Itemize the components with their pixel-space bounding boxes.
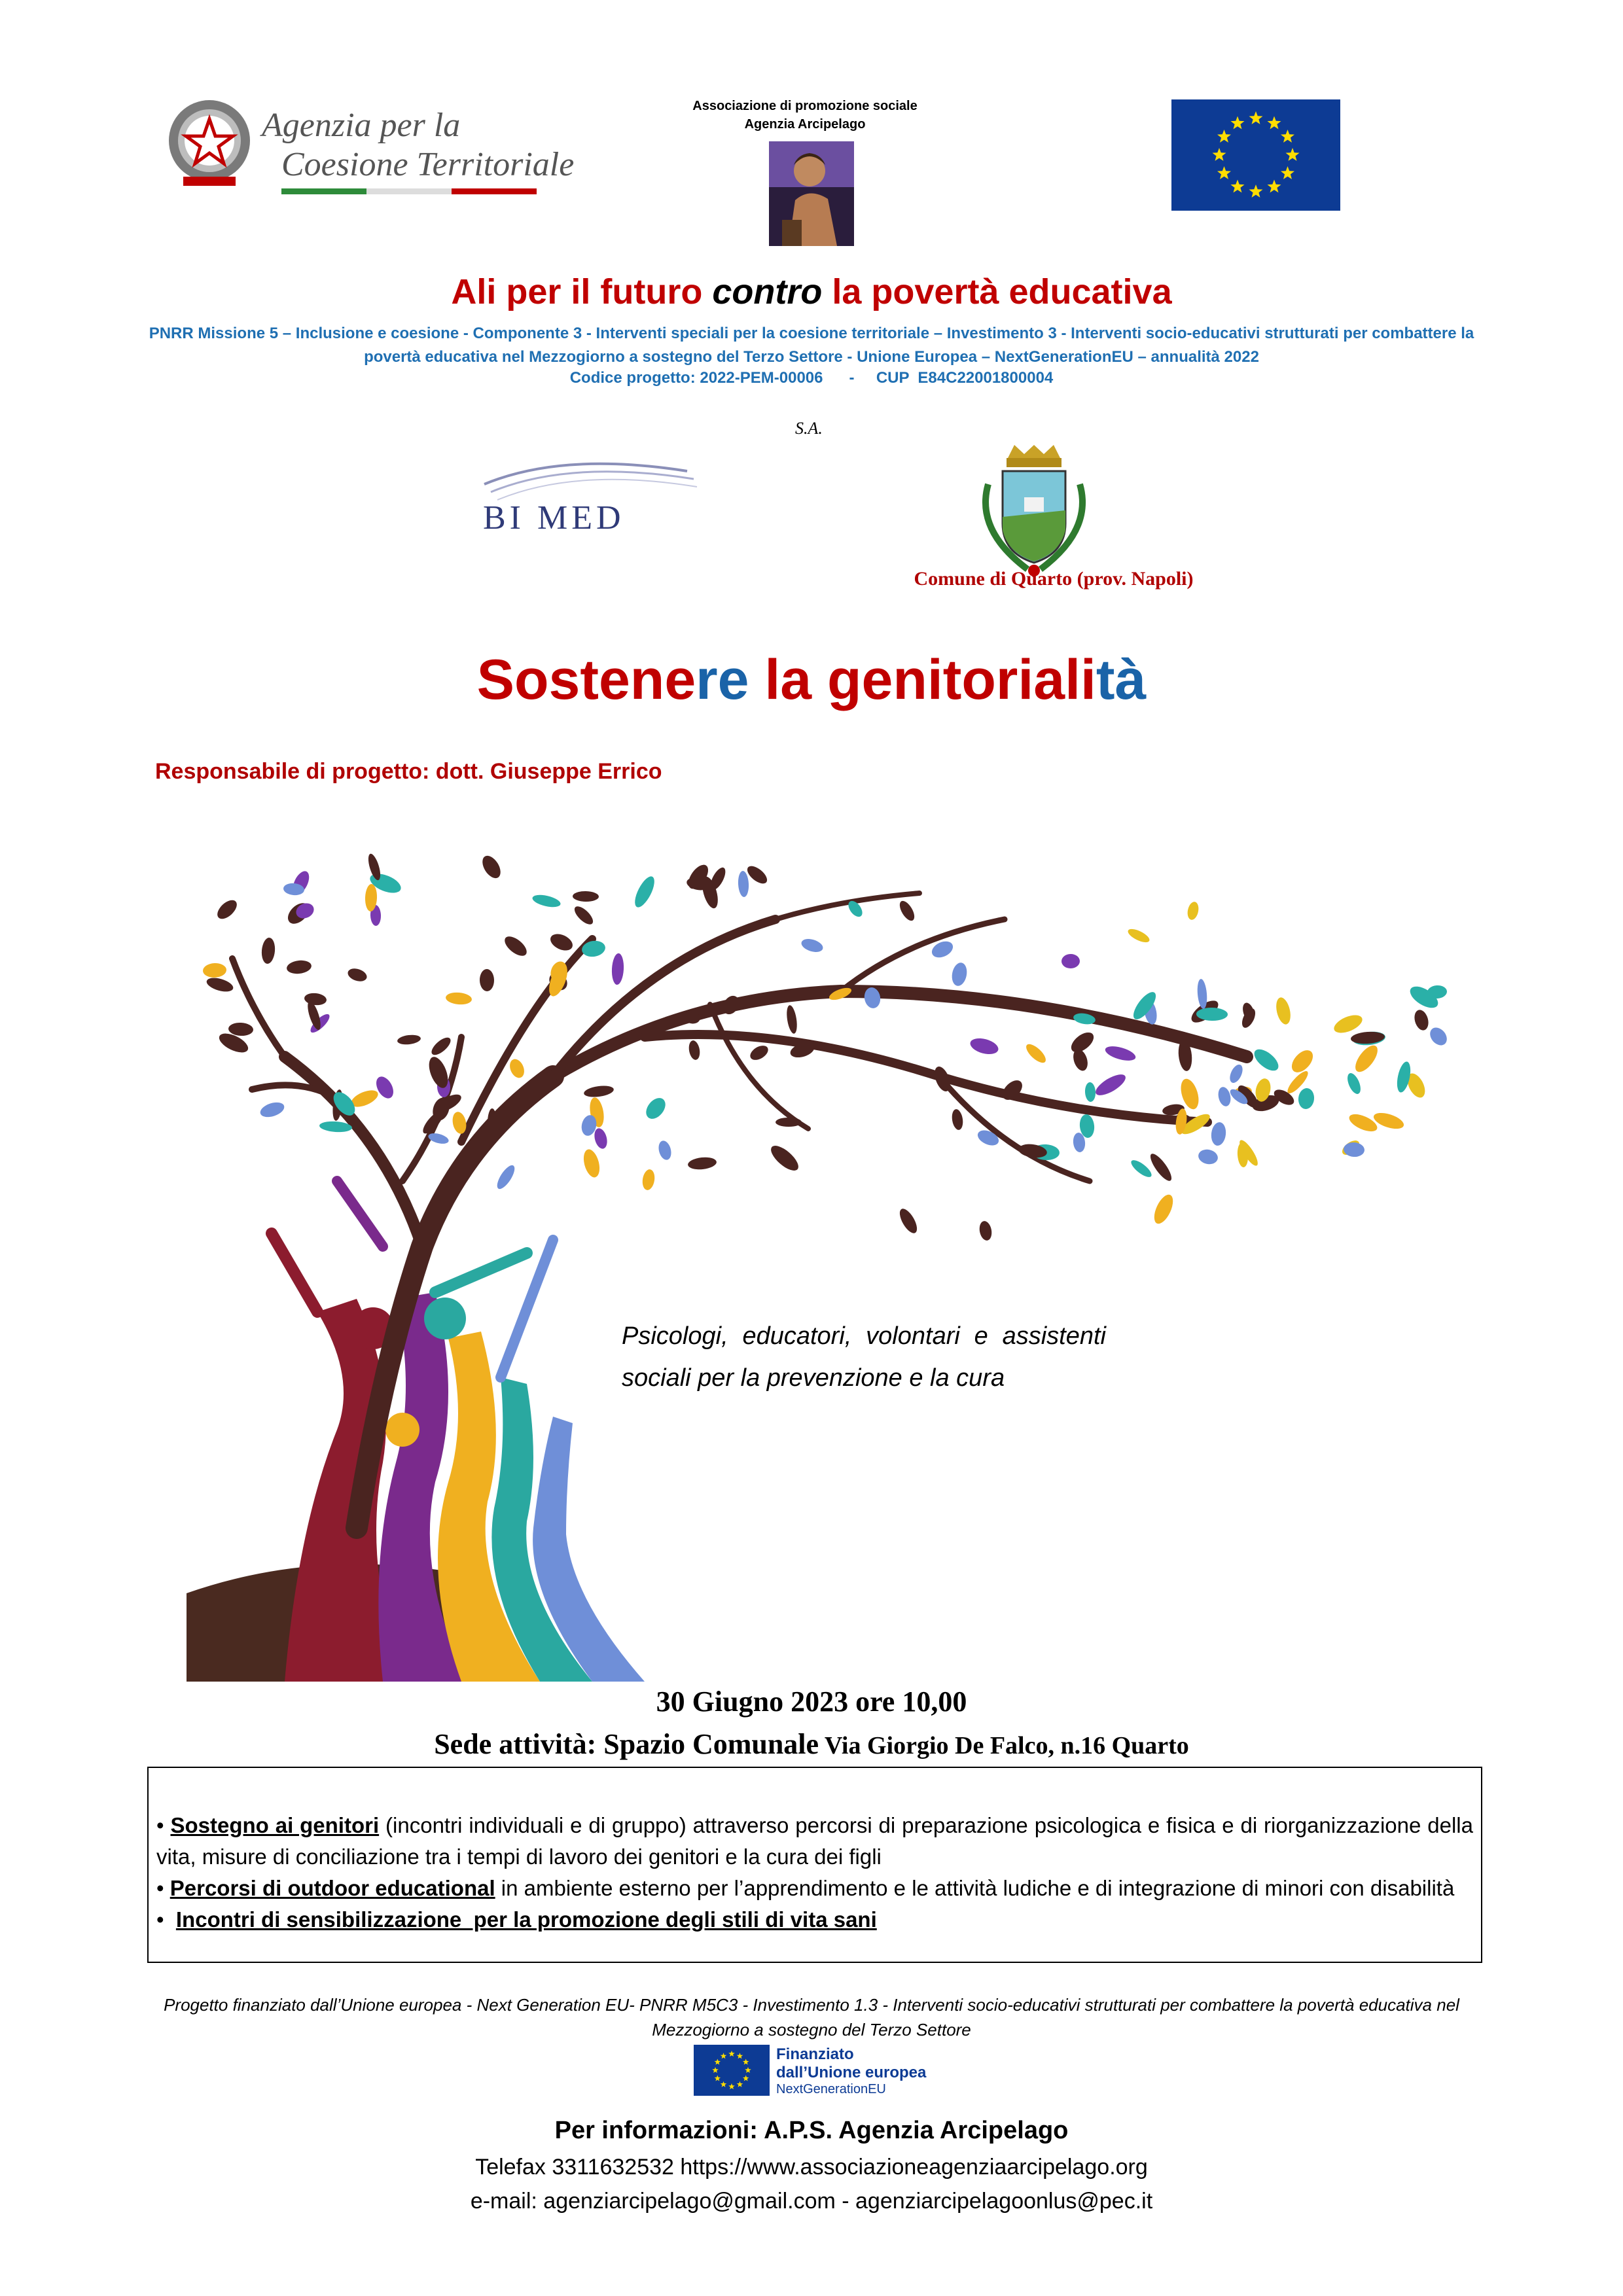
eu-star-icon: [1213, 148, 1226, 161]
event-location-label: Sede attività: Spazio Comunale: [434, 1728, 819, 1760]
leaf-icon: [1084, 1082, 1096, 1103]
association-name: Agenzia Arcipelago: [744, 117, 866, 132]
leaf-icon: [1024, 1041, 1049, 1066]
leaf-icon: [214, 896, 240, 922]
bullet: •: [156, 1876, 170, 1900]
leaf-icon: [611, 953, 624, 985]
project-manager: Responsabile di progetto: dott. Giuseppe Errico: [155, 759, 662, 784]
leaf-icon: [573, 891, 599, 902]
leaf-icon: [1061, 954, 1080, 968]
leaf-icon: [1345, 1071, 1363, 1096]
activity-title: Sostegno ai genitori: [170, 1813, 380, 1837]
leaf-icon: [228, 1022, 254, 1036]
leaf-icon: [548, 930, 575, 953]
agency-logo-text-1: Agenzia per la: [262, 107, 461, 144]
leaf-icon: [286, 959, 312, 975]
leaf-icon: [767, 1142, 802, 1175]
association-portrait-logo: [769, 141, 854, 246]
subtitle-part-a: Sostene: [476, 648, 696, 711]
leaf-icon: [1288, 1046, 1317, 1076]
eu-star-icon: [1231, 116, 1245, 130]
leaf-icon: [1297, 1087, 1315, 1110]
bimed-logo-text: BI MED: [483, 499, 625, 537]
activity-item: [156, 1873, 1473, 1904]
activities-box: [147, 1767, 1482, 1963]
leaf-icon: [1129, 1157, 1154, 1180]
leaf-icon: [950, 961, 969, 987]
leaf-icon: [1103, 1044, 1137, 1064]
main-title-part1: Ali per il futuro: [451, 272, 713, 311]
info-email[interactable]: e-mail: agenziarcipelago@gmail.com - agenziarcipelagoonlus@pec.it: [470, 2189, 1153, 2214]
activity-item: [156, 1810, 1473, 1873]
leaf-icon: [1347, 1111, 1380, 1135]
eu-star-icon: [1217, 166, 1231, 179]
leaf-icon: [445, 991, 472, 1005]
subtitle-part-b: re: [696, 648, 749, 711]
eu-star-icon: [1217, 130, 1231, 143]
leaf-icon: [656, 1139, 673, 1161]
leaf-icon: [304, 992, 327, 1006]
activity-title: Incontri di sensibilizzazione per la promozione degli stili di vita sani: [175, 1907, 877, 1932]
leaf-icon: [1412, 1008, 1431, 1032]
leaf-icon: [1147, 1151, 1175, 1184]
leaf-icon: [259, 1100, 286, 1120]
leaf-icon: [429, 1034, 454, 1058]
leaf-icon: [1240, 1006, 1258, 1030]
leaf-icon: [260, 937, 276, 964]
leaf-icon: [480, 969, 495, 991]
leaf-icon: [488, 1108, 497, 1137]
association-type: Associazione di promozione sociale: [692, 99, 918, 113]
leaf-icon: [969, 1036, 1000, 1057]
leaf-icon: [202, 963, 226, 978]
eu-funded-line1: Finanziato: [776, 2045, 854, 2063]
leaf-icon: [581, 1148, 603, 1179]
leaf-icon: [346, 966, 368, 983]
eu-star-icon: [1268, 180, 1281, 193]
eu-flag-logo: [1171, 99, 1340, 211]
association-header: [654, 97, 955, 133]
leaf-icon: [1197, 1148, 1219, 1166]
leaf-icon: [507, 1057, 527, 1080]
main-title-part3: la povertà educativa: [822, 272, 1172, 311]
eu-funded-badge: [694, 2045, 955, 2100]
tree-illustration: [187, 841, 1450, 1682]
leaf-icon: [531, 892, 562, 909]
leaf-icon: [785, 1004, 799, 1034]
leaf-icon: [1351, 1042, 1382, 1076]
leaf-icon: [1251, 1046, 1282, 1075]
leaf-icon: [205, 976, 234, 995]
eu-star-icon: [1281, 130, 1294, 143]
info-title: Per informazioni: A.P.S. Agenzia Arcipelago: [554, 2117, 1069, 2144]
leaf-icon: [1217, 1086, 1232, 1107]
leaf-icon: [1186, 901, 1200, 921]
leaf-icon: [501, 933, 530, 960]
event-date: 30 Giugno 2023 ore 10,00: [656, 1686, 967, 1718]
leaf-icon: [1427, 1024, 1450, 1048]
leaf-icon: [776, 1118, 802, 1127]
eu-funded-line3: NextGenerationEU: [776, 2082, 886, 2096]
tree-caption: Psicologi, educatori, volontari e assistenti sociali per la prevenzione e la cura: [622, 1322, 1106, 1392]
leaf-icon: [583, 1084, 615, 1099]
leaf-icon: [592, 1127, 609, 1150]
subtitle-part-c: la genitoriali: [749, 648, 1096, 711]
bullet: •: [156, 1907, 176, 1932]
leaf-icon: [571, 904, 596, 928]
leaf-icon: [978, 1220, 993, 1242]
eu-star-icon: [1249, 185, 1263, 198]
leaf-icon: [897, 1206, 921, 1235]
pnrr-description: PNRR Missione 5 – Inclusione e coesione - Componente 3 - Interventi speciali per la coesione territoriale – Investimento 3 - Interventi socio-educativi strutturati per combattere la povertà educativa nel Mezzogiorno a sostegno del Terzo Settore - Unione Europea – NextGenerationEU – annualità 2022: [149, 325, 1474, 366]
eu-star-icon: [1231, 180, 1245, 193]
event-location-address: Via Giorgio De Falco, n.16 Quarto: [819, 1732, 1189, 1759]
bimed-logo: [471, 445, 707, 537]
sa-label: S.A.: [795, 419, 823, 438]
main-title-contro: contro: [712, 272, 823, 311]
bullet: •: [156, 1813, 171, 1837]
leaf-icon: [494, 1163, 518, 1192]
leaf-icon: [897, 898, 917, 923]
funding-note: Progetto finanziato dall’Unione europea - Next Generation EU- PNRR M5C3 - Investimento 1.3 - Interventi socio-educativi strutturati per combattere la povertà educativa nel Mezzogiorno a sostegno del Terzo Settore: [164, 1995, 1459, 2040]
eu-star-icon: [1249, 111, 1263, 124]
subtitle: [0, 648, 1623, 713]
leaf-icon: [1150, 1192, 1177, 1227]
subtitle-part-d: tà: [1096, 648, 1147, 711]
event-location: [0, 1727, 1623, 1761]
comune-label: Comune di Quarto (prov. Napoli): [914, 568, 1194, 590]
leaf-icon: [687, 1156, 717, 1171]
leaf-icon: [641, 1169, 656, 1191]
leaf-icon: [1126, 927, 1151, 945]
leaf-icon: [1210, 1122, 1227, 1146]
agency-cohesion-logo: [164, 92, 575, 209]
leaf-icon: [1093, 1070, 1129, 1099]
leaf-icon: [738, 871, 749, 898]
eu-star-icon: [1286, 148, 1300, 161]
agency-logo-text-2: Coesione Territoriale: [281, 146, 575, 183]
leaf-icon: [1274, 996, 1293, 1025]
quarto-coat-of-arms: [962, 445, 1106, 579]
eu-funded-line2: dall’Unione europea: [776, 2064, 927, 2081]
leaf-icon: [1332, 1012, 1365, 1036]
activity-item: [156, 1904, 1473, 1935]
leaf-icon: [1227, 1063, 1245, 1085]
leaf-icon: [800, 936, 825, 954]
leaf-icon: [397, 1034, 421, 1046]
project-code: Codice progetto: 2022-PEM-00006 - CUP E84C22001800004: [569, 369, 1054, 387]
leaf-icon: [631, 874, 658, 910]
activity-title: Percorsi di outdoor educational: [169, 1876, 495, 1900]
activity-description: in ambiente esterno per l’apprendimento e le attività ludiche e di integrazione di minori con disabilità: [495, 1876, 1455, 1900]
leaf-icon: [1343, 1142, 1364, 1157]
leaf-icon: [688, 1040, 702, 1061]
activity-description: (incontri individuali e di gruppo) attraverso percorsi di preparazione psicologica e fisica e di riorganizzazione della vita, misure di conciliazione tra i tempi di lavoro dei genitori e la cura dei figli: [156, 1813, 1473, 1869]
leaf-icon: [642, 1094, 669, 1122]
info-phone-website[interactable]: Telefax 3311632532 https://www.associazioneagenziaarcipelago.org: [475, 2155, 1148, 2180]
eu-star-icon: [1268, 116, 1281, 130]
leaf-icon: [748, 1043, 771, 1063]
leaf-icon: [479, 853, 505, 881]
eu-star-icon: [1281, 166, 1294, 179]
main-title: [0, 272, 1623, 312]
leaf-icon: [951, 1108, 965, 1131]
